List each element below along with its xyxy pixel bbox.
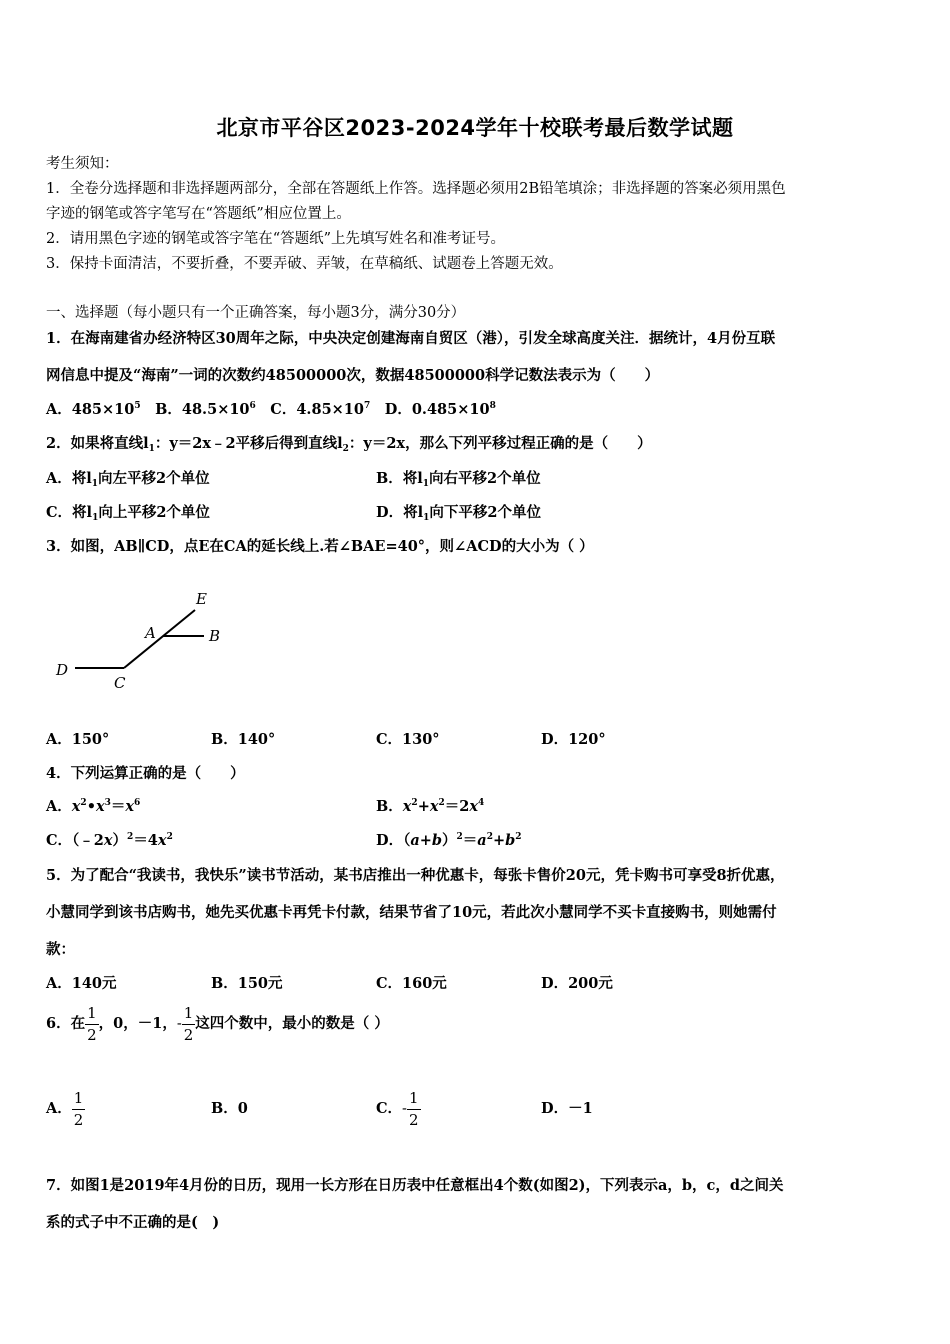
q5-option-b: B．150元 (211, 975, 283, 992)
q4-d-expr: $(a+b)^2=a^2+b^2$ (403, 832, 522, 849)
q4-c-label: C． (46, 832, 73, 849)
q4-option-d (376, 829, 522, 850)
q6-option-d: D．－1 (541, 1100, 593, 1117)
q3-option-a: A．150° (46, 731, 110, 748)
q2-option-d (376, 501, 541, 522)
q4-d-label: D． (376, 832, 404, 849)
q2-stem-sub2: 2 (342, 444, 349, 454)
q6-stem-mid: ，0，－1， (98, 1015, 177, 1032)
q2-option-c (46, 501, 210, 522)
q6-stem (46, 1005, 389, 1043)
q6-minus-sign: - (176, 1016, 182, 1032)
q2-d-sub: 1 (423, 513, 430, 523)
q2-c-pre: C．将l (46, 504, 93, 521)
label-d: D (56, 661, 69, 679)
notice-line-3: 3．保持卡面清洁，不要折叠，不要弄破、弄皱，在草稿纸、试题卷上答题无效。 (46, 256, 563, 272)
q4-b-expr: $x^2+x^2=2x^4$ (402, 798, 485, 815)
q1-options: A．$485\times 10^5$ B．$48.5\times 10^6$ C．$4.85\times 10^7$ D．$0.485\times 10^8$ (46, 401, 496, 418)
q6-c-fraction (407, 1088, 421, 1129)
q2-stem-sub1: 1 (148, 444, 155, 454)
page-title: 北京市平谷区2023-2024学年十校联考最后数学试题 (216, 116, 734, 140)
q2-stem-pre: 2．如果将直线l (46, 435, 149, 452)
notice-heading: 考生须知： (46, 156, 119, 172)
q5-option-a: A．140元 (46, 975, 117, 992)
q2-option-a (46, 467, 210, 488)
q2-b-sub: 1 (422, 479, 430, 489)
q2-c-sub: 1 (92, 513, 99, 523)
q6-fraction-neg-half (182, 1003, 196, 1044)
label-b: B (209, 627, 221, 645)
q2-b-pre: B．将l (376, 470, 423, 487)
q6-fraction-half (85, 1003, 99, 1044)
q6-frac1-den: 2 (87, 1025, 97, 1044)
q3-stem: 3．如图，AB∥CD，点E在CA的延长线上.若∠BAE=40°，则∠ACD的大小为（ ） (46, 538, 594, 555)
q5-stem-line1: 5．为了配合“我读书，我快乐”读书节活动，某书店推出一种优惠卡，每张卡售价20元，凭卡购书可享受8折优惠， (46, 867, 785, 884)
q3-option-b: B．140° (211, 731, 276, 748)
label-a: A (145, 624, 156, 642)
q4-b-label: B． (376, 798, 403, 815)
q2-d-post: 向下平移2个单位 (429, 504, 541, 521)
q6-stem-pre: 6．在 (46, 1015, 86, 1032)
q6-c-minus: - (402, 1101, 407, 1117)
q6-frac2-den: 2 (183, 1025, 194, 1044)
line-ce (124, 610, 195, 668)
q6-a-fraction (72, 1088, 86, 1129)
label-e: E (196, 590, 207, 608)
q2-option-b (376, 467, 541, 488)
q4-option-a (46, 795, 140, 816)
section-heading: 一、选择题（每小题只有一个正确答案，每小题3分，满分30分） (46, 305, 466, 321)
q5-stem-line2: 小慧同学到该书店购书，她先买优惠卡再凭卡付款，结果节省了10元，若此次小慧同学不买卡直接购书，则她需付 (46, 904, 777, 921)
q2-d-pre: D．将l (376, 504, 424, 521)
q2-stem-mid: ：y＝2x﹣2平移后得到直线l (154, 435, 343, 452)
q4-a-expr: $x^2•x^3=x^6$ (71, 798, 141, 815)
q2-a-post: 向左平移2个单位 (98, 470, 210, 487)
q2-a-pre: A．将l (46, 470, 92, 487)
q6-stem-post: 这四个数中，最小的数是（ ） (195, 1015, 389, 1032)
q6-option-c (376, 1090, 421, 1128)
q3-geometry-figure (50, 580, 230, 690)
notice-line-1a: 1．全卷分选择题和非选择题两部分，全部在答题纸上作答。选择题必须用2B铅笔填涂；非选择题的答案必须用黑色 (46, 181, 786, 197)
q6-option-b: B．0 (211, 1100, 248, 1117)
q5-option-c: C．160元 (376, 975, 447, 992)
q6-frac1-num: 1 (85, 1006, 99, 1025)
q1-stem-line2: 网信息中提及“海南”一词的次数约48500000次，数据48500000科学记数法表示为（ ） (46, 367, 660, 384)
q3-option-d: D．120° (541, 731, 606, 748)
q6-a-den: 2 (73, 1110, 84, 1129)
notice-line-1b: 字迹的钢笔或答字笔写在“答题纸”相应位置上。 (46, 206, 351, 222)
q4-option-c (46, 829, 173, 850)
q6-option-a (46, 1090, 85, 1128)
q4-stem: 4．下列运算正确的是（ ） (46, 765, 245, 782)
q1-stem-line1: 1．在海南建省办经济特区30周年之际，中央决定创建海南自贸区（港），引发全球高度关注．据统计，4月份互联 (46, 330, 776, 347)
q7-stem-line1: 7．如图1是2019年4月份的日历，现用一长方形在日历表中任意框出4个数(如图2)，下列表示a，b，c，d之间关 (46, 1177, 784, 1194)
q5-stem-line3: 款： (46, 941, 75, 958)
q6-c-label: C． (376, 1100, 403, 1117)
q6-a-num: 1 (72, 1091, 86, 1110)
q4-a-label: A． (46, 798, 72, 815)
q2-c-post: 向上平移2个单位 (98, 504, 210, 521)
label-c: C (114, 674, 126, 690)
q6-a-label: A． (46, 1100, 72, 1117)
q6-c-num: 1 (407, 1091, 421, 1110)
q5-option-d: D．200元 (541, 975, 613, 992)
q6-c-den: 2 (408, 1110, 419, 1129)
q2-stem-post: ：y＝2x，那么下列平移过程正确的是（ ） (348, 435, 652, 452)
q4-option-b (376, 795, 484, 816)
q2-stem (46, 432, 652, 453)
q7-stem-line2: 系的式子中不正确的是( ) (46, 1214, 220, 1231)
q4-c-expr: $(﹣2x)^2=4x^2$ (72, 832, 173, 849)
notice-line-2: 2．请用黑色字迹的钢笔或答字笔在“答题纸”上先填写姓名和准考证号。 (46, 231, 506, 247)
q3-option-c: C．130° (376, 731, 440, 748)
q2-a-sub: 1 (91, 479, 99, 489)
q6-frac2-num: 1 (182, 1006, 196, 1025)
q2-b-post: 向右平移2个单位 (429, 470, 541, 487)
